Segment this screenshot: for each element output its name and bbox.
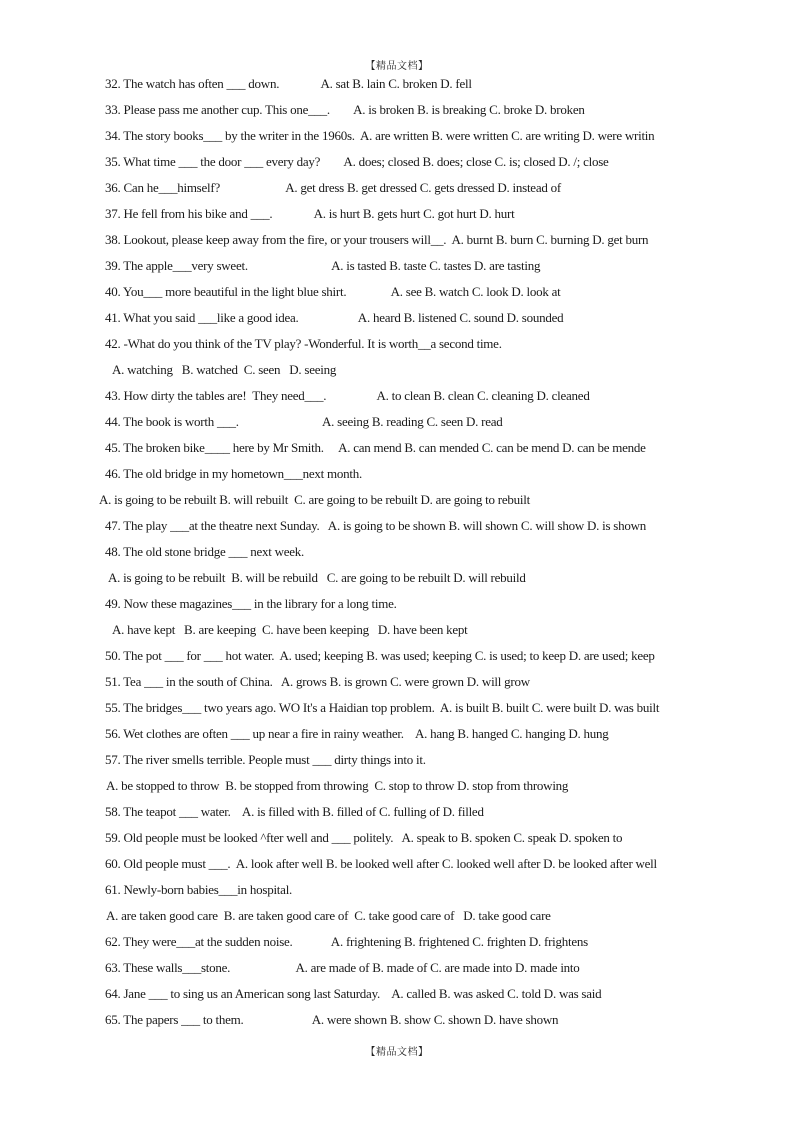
question-line: 35. What time ___ the door ___ every day? A. does; closed B. does; close C. is; closed D. /; close: [105, 154, 609, 169]
options-line: A. is going to be rebuilt B. will be rebuild C. are going to be rebuilt D. will rebuild: [108, 570, 526, 585]
question-line: 62. They were___at the sudden noise. A. frightening B. frightened C. frighten D. frightens: [105, 934, 588, 949]
question-line: 51. Tea ___ in the south of China. A. grows B. is grown C. were grown D. will grow: [105, 674, 530, 689]
question-line: 58. The teapot ___ water. A. is filled with B. filled of C. fulling of D. filled: [105, 804, 484, 819]
options-line: A. be stopped to throw B. be stopped from throwing C. stop to throw D. stop from throwing: [106, 778, 569, 793]
question-line: 55. The bridges___ two years ago. WO It's a Haidian top problem. A. is built B. built C. were built D. was built: [105, 700, 660, 715]
question-line: 47. The play ___at the theatre next Sunday. A. is going to be shown B. will shown C. will show D. is shown: [105, 518, 646, 533]
question-line: 49. Now these magazines___ in the library for a long time.: [105, 596, 397, 611]
question-line: 39. The apple___very sweet. A. is tasted B. taste C. tastes D. are tasting: [105, 258, 541, 273]
question-line: 45. The broken bike____ here by Mr Smith. A. can mend B. can mended C. can be mend D. can be mende: [105, 440, 646, 455]
question-line: 56. Wet clothes are often ___ up near a fire in rainy weather. A. hang B. hanged C. hanging D. hung: [105, 726, 609, 741]
question-line: 61. Newly-born babies___in hospital.: [105, 882, 293, 897]
page-header: 【精品文档】: [365, 61, 429, 72]
question-line: 57. The river smells terrible. People must ___ dirty things into it.: [105, 752, 426, 767]
options-line: A. is going to be rebuilt B. will rebuilt C. are going to be rebuilt D. are going to rebuilt: [99, 492, 530, 507]
options-line: A. have kept B. are keeping C. have been keeping D. have been kept: [112, 622, 468, 637]
question-line: 60. Old people must ___. A. look after well B. be looked well after C. looked well after D. be looked after well: [105, 856, 657, 871]
question-line: 43. How dirty the tables are! They need___. A. to clean B. clean C. cleaning D. cleaned: [105, 388, 590, 403]
question-line: 32. The watch has often ___ down. A. sat B. lain C. broken D. fell: [105, 76, 472, 91]
question-line: 44. The book is worth ___. A. seeing B. reading C. seen D. read: [105, 414, 503, 429]
question-line: 40. You___ more beautiful in the light blue shirt. A. see B. watch C. look D. look at: [105, 284, 561, 299]
question-line: 46. The old bridge in my hometown___next month.: [105, 466, 363, 481]
question-line: 41. What you said ___like a good idea. A. heard B. listened C. sound D. sounded: [105, 310, 564, 325]
question-line: 50. The pot ___ for ___ hot water. A. used; keeping B. was used; keeping C. is used; to keep D. are used; keep: [105, 648, 655, 663]
question-line: 48. The old stone bridge ___ next week.: [105, 544, 305, 559]
question-line: 63. These walls___stone. A. are made of B. made of C. are made into D. made into: [105, 960, 580, 975]
question-line: 59. Old people must be looked ^fter well and ___ politely. A. speak to B. spoken C. speak D. spoken to: [105, 830, 623, 845]
question-line: 64. Jane ___ to sing us an American song last Saturday. A. called B. was asked C. told D. was said: [105, 986, 602, 1001]
question-line: 34. The story books___ by the writer in the 1960s. A. are written B. were written C. are writing D. were writin: [105, 128, 655, 143]
question-line: 65. The papers ___ to them. A. were shown B. show C. shown D. have shown: [105, 1012, 559, 1027]
question-line: 36. Can he___himself? A. get dress B. get dressed C. gets dressed D. instead of: [105, 180, 561, 195]
options-line: A. watching B. watched C. seen D. seeing: [112, 362, 337, 377]
page-footer: 【精品文档】: [365, 1047, 429, 1058]
question-line: 37. He fell from his bike and ___. A. is hurt B. gets hurt C. got hurt D. hurt: [105, 206, 515, 221]
question-line: 42. -What do you think of the TV play? -Wonderful. It is worth__a second time.: [105, 336, 502, 351]
options-line: A. are taken good care B. are taken good care of C. take good care of D. take good care: [106, 908, 551, 923]
question-line: 38. Lookout, please keep away from the fire, or your trousers will__. A. burnt B. burn C. burning D. get burn: [105, 232, 649, 247]
question-line: 33. Please pass me another cup. This one___. A. is broken B. is breaking C. broke D. broken: [105, 102, 585, 117]
